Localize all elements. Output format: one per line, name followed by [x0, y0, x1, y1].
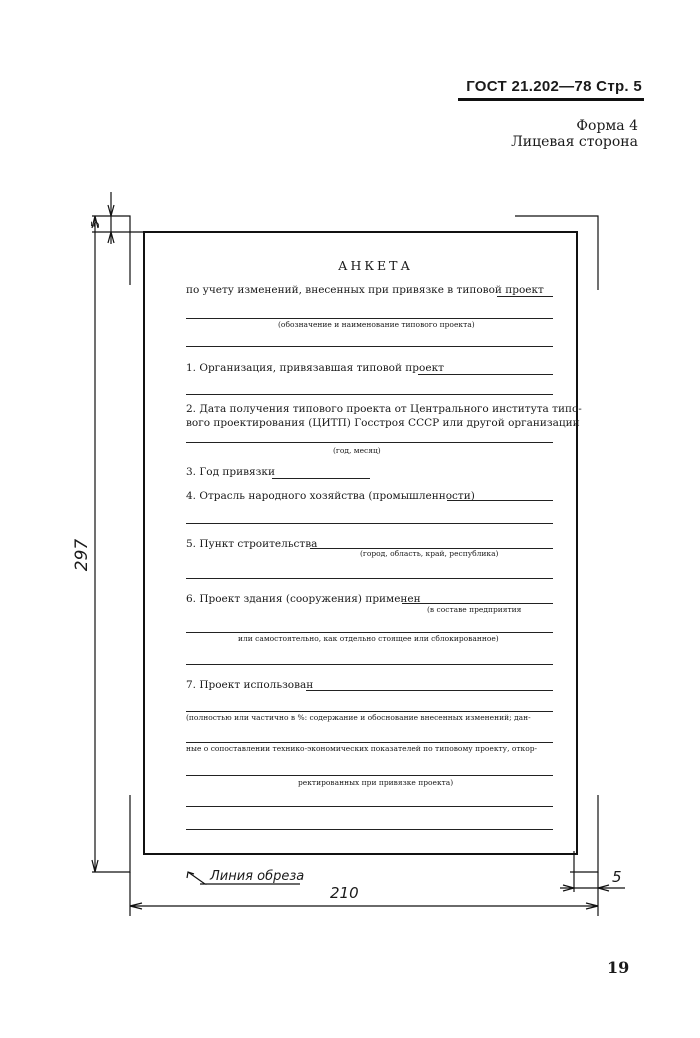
top-margin-label: 5	[89, 221, 102, 228]
form-title: АНКЕТА	[338, 258, 413, 273]
item-2-fill-line	[186, 442, 553, 443]
item-4-fill-line	[447, 500, 553, 501]
page-number: 19	[607, 958, 630, 977]
subtitle-fill-line	[497, 296, 553, 297]
subtitle: по учету изменений, внесенных при привязке в типовой проект	[186, 284, 544, 296]
item-5: 5. Пункт строительства	[186, 538, 318, 550]
item-4: 4. Отрасль народного хозяйства (промышленности)	[186, 490, 475, 502]
gost-header: ГОСТ 21.202—78 Стр. 5	[466, 78, 642, 95]
item-7-line-6	[186, 829, 553, 830]
item-6-line-2	[186, 632, 553, 633]
width-label: 210	[330, 884, 359, 902]
item-7-line-2	[186, 711, 553, 712]
item-2-line-2: вого проектирования (ЦИТП) Госстроя СССР или другой организации	[186, 417, 580, 429]
item-7: 7. Проект использован	[186, 679, 314, 691]
item-5-line-2	[186, 578, 553, 579]
item-7-line-5	[186, 806, 553, 807]
item-6-line-3	[186, 664, 553, 665]
designation-line-2	[186, 346, 553, 347]
item-2-note: (год, месяц)	[333, 446, 381, 455]
designation-note: (обозначение и наименование типового проекта)	[278, 320, 475, 329]
right-margin-label: 5	[612, 868, 622, 886]
cut-line-label: Линия обреза	[210, 869, 305, 884]
item-1: 1. Организация, привязавшая типовой проект	[186, 362, 444, 374]
item-7-line-4	[186, 775, 553, 776]
item-6: 6. Проект здания (сооружения) применен	[186, 593, 421, 605]
designation-line	[186, 318, 553, 319]
item-2-line-1: 2. Дата получения типового проекта от Центрального института типо-	[186, 403, 582, 415]
item-7-line-3	[186, 742, 553, 743]
item-7-note-2: ные о сопоставлении технико-экономических показателей по типовому проекту, откор-	[186, 744, 538, 753]
height-label: 297	[72, 538, 93, 572]
item-4-line-2	[186, 523, 553, 524]
item-6-fill-line	[402, 603, 553, 604]
item-7-note-3: ректированных при привязке проекта)	[298, 778, 454, 787]
item-6-note-1: (в составе предприятия	[427, 605, 522, 614]
item-7-note-1: (полностью или частично в %: содержание и обоснование внесенных изменений; дан-	[186, 713, 531, 722]
item-7-fill-line	[306, 690, 553, 691]
item-1-fill-line	[418, 374, 553, 375]
item-5-note: (город, область, край, республика)	[360, 549, 499, 558]
item-3: 3. Год привязки	[186, 466, 275, 478]
form-side: Лицевая сторона	[511, 134, 638, 150]
item-1-line-2	[186, 394, 553, 395]
cut-line-leader	[188, 872, 205, 884]
form-number: Форма 4	[576, 118, 638, 134]
item-6-note-2: или самостоятельно, как отдельно стоящее или сблокированное)	[238, 634, 499, 643]
item-3-fill-line	[272, 478, 370, 479]
